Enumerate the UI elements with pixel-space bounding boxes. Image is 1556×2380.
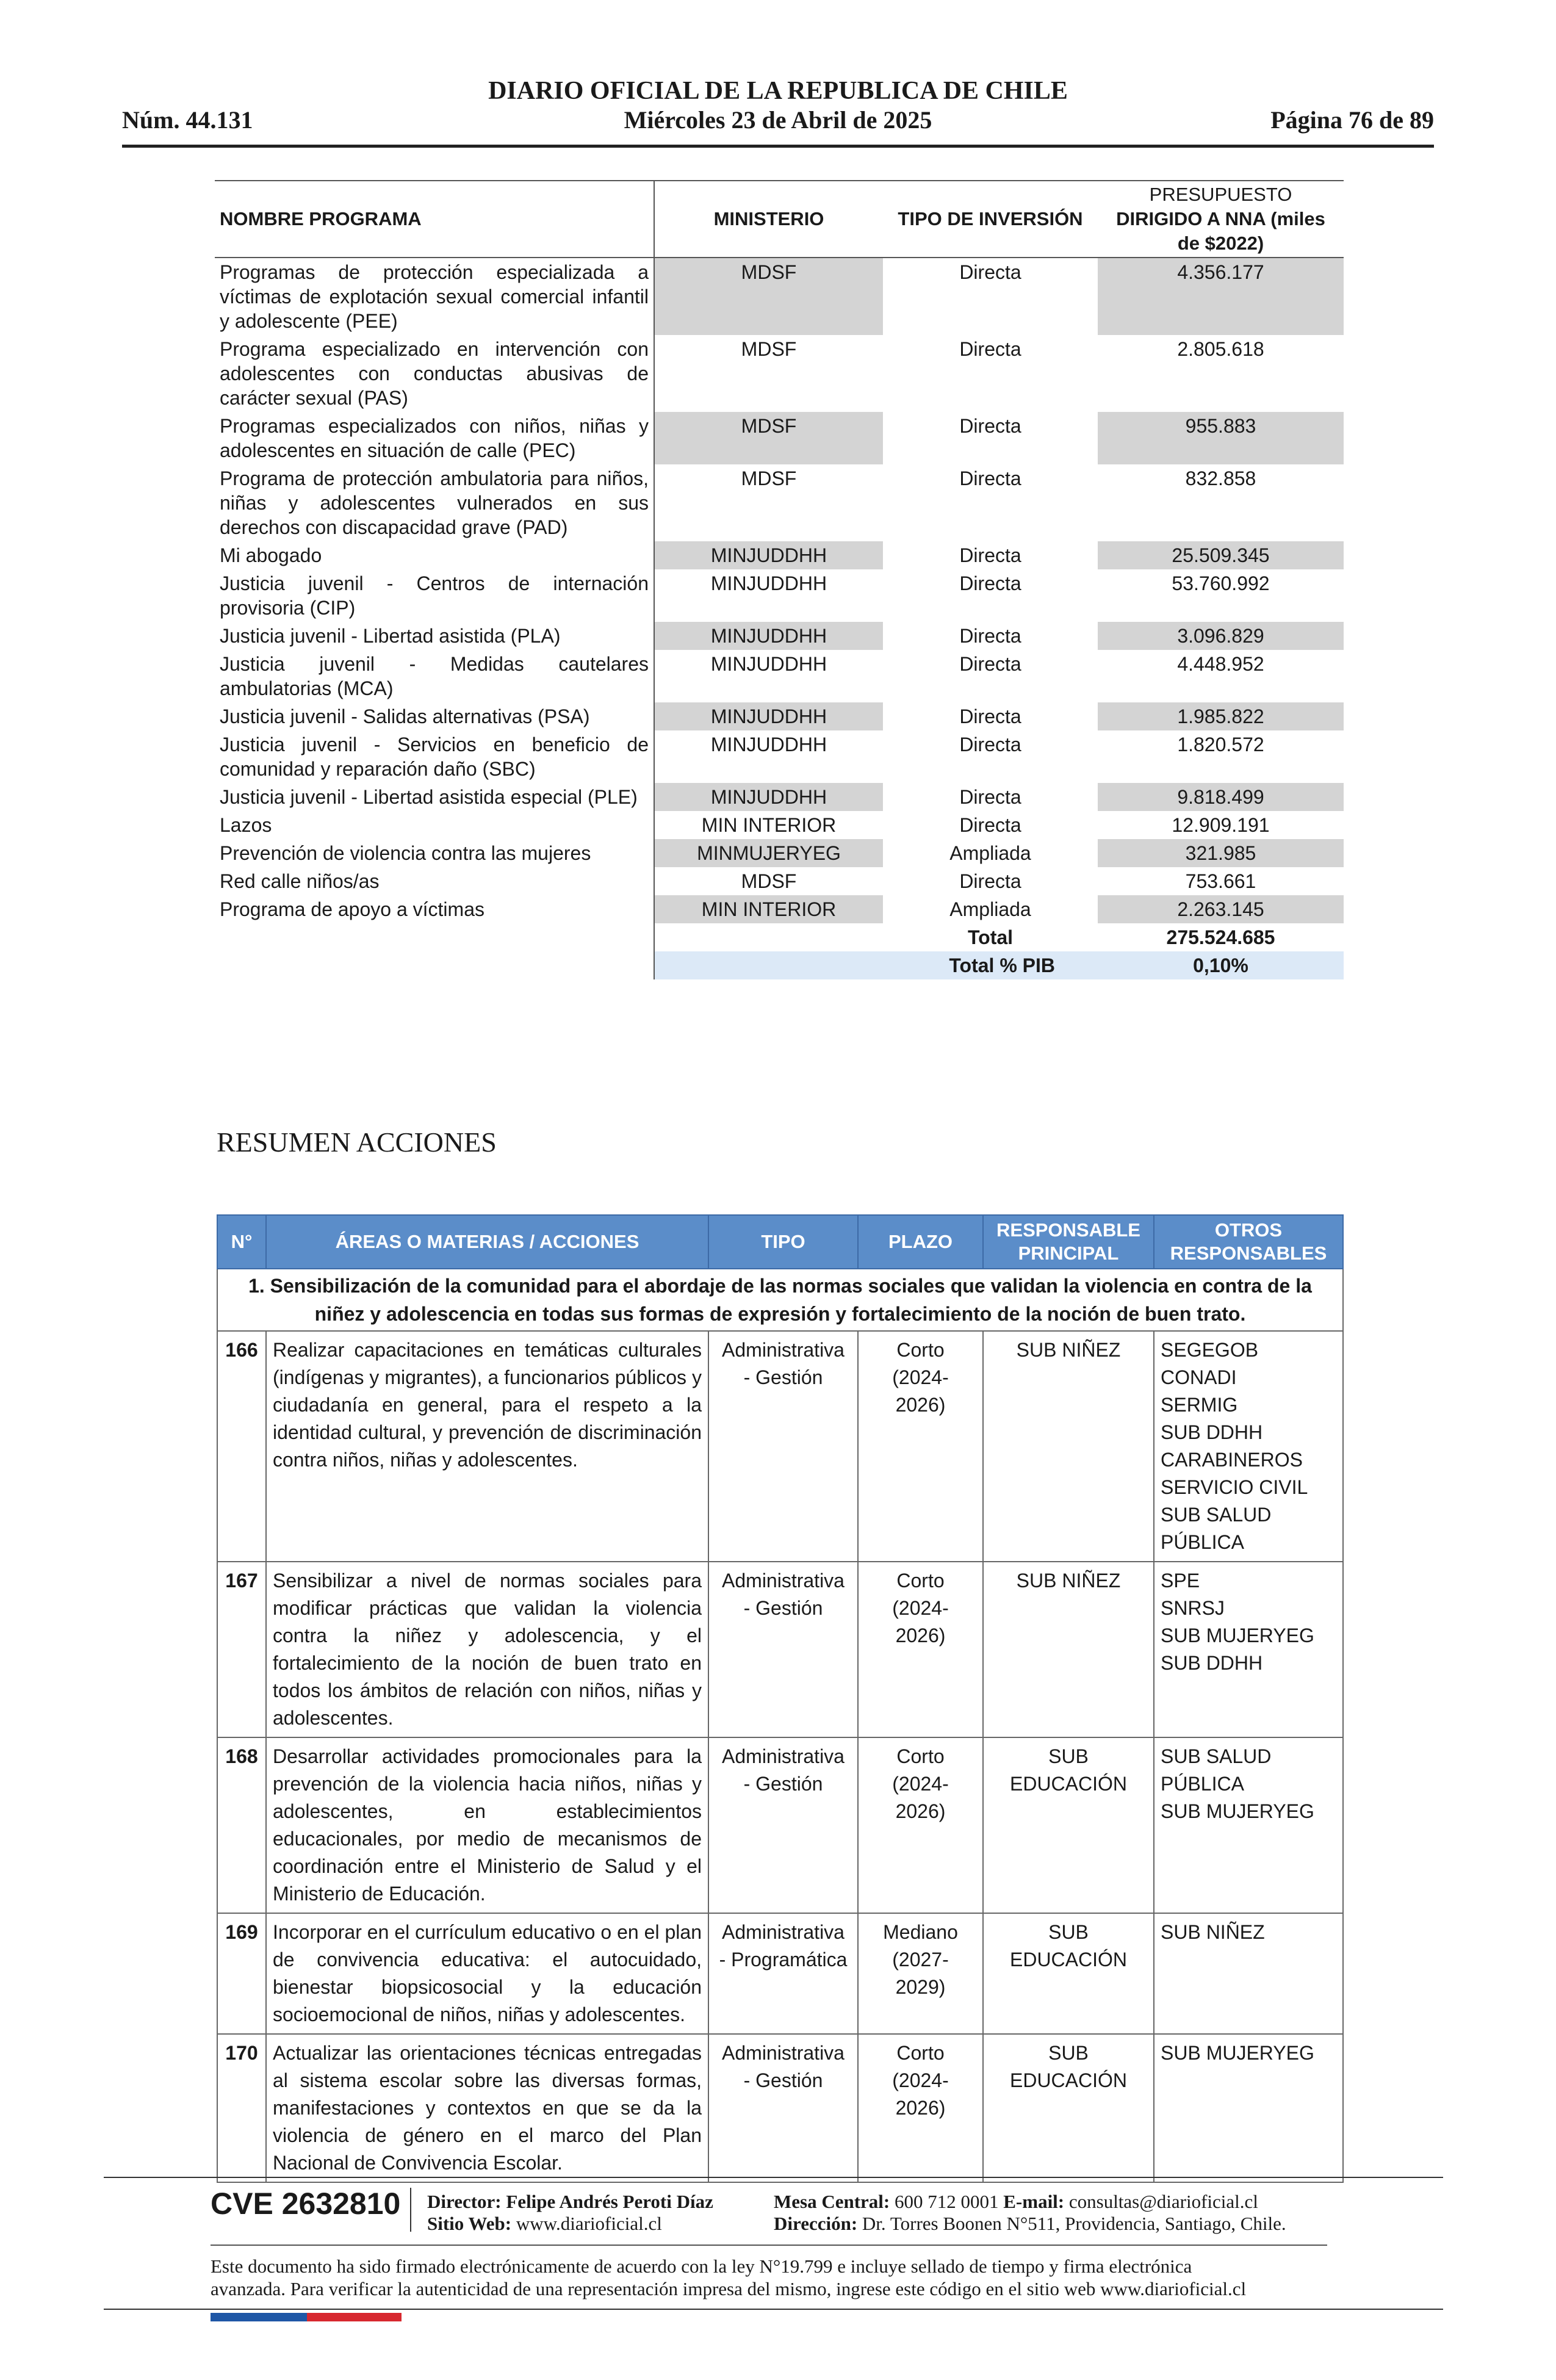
budget-row [215, 783, 1344, 811]
col-budget-line1: PRESUPUESTO [1149, 184, 1292, 205]
action-type-line2: - Gestión [743, 2069, 823, 2091]
action-description: Incorporar en el currículum educativo o en el plan de convivencia educativa: el autocuidado, bienestar biopsicosocial y la educación socioemocional de niños, niñas y adolescentes. [266, 1913, 708, 2034]
flag-stripe-blue [211, 2313, 307, 2321]
email-label: E-mail: [1003, 2191, 1065, 2212]
director-label: Director: [427, 2191, 502, 2212]
site-label: Sitio Web: [427, 2213, 512, 2234]
email-link[interactable]: consultas@diarioficial.cl [1068, 2191, 1258, 2212]
action-main-responsible [983, 1737, 1154, 1913]
col-investment-type: TIPO DE INVERSIÓN [898, 208, 1083, 229]
investment-type-cell: Directa [959, 705, 1021, 727]
other-responsible-item: SEGEGOB [1161, 1339, 1259, 1361]
director-line [427, 2191, 713, 2213]
main-responsible-line1: SUB [1048, 1921, 1089, 1943]
other-responsible-item: CARABINEROS [1161, 1449, 1303, 1471]
action-description: Sensibilizar a nivel de normas sociales para modificar prácticas que validan la violencia contra la niñez y adolescencia, y el fortalecimiento de la noción de buen trato en todos los ámbitos de relación con niños, niñas y adolescentes. [266, 1562, 708, 1737]
action-term-line1: Corto [896, 2042, 945, 2064]
action-term-line1: Corto [896, 1570, 945, 1592]
mesa-label: Mesa Central: [774, 2191, 890, 2212]
investment-type-cell: Directa [959, 653, 1021, 675]
budget-amount-cell: 4.448.952 [1177, 653, 1264, 675]
investment-type-cell: Directa [959, 261, 1021, 283]
footer-director-block [427, 2191, 713, 2235]
action-main-responsible [983, 1331, 1154, 1562]
action-type-line1: Administrativa [722, 1921, 845, 1943]
actions-header-row [217, 1215, 1343, 1269]
director-name: Felipe Andrés Peroti Díaz [506, 2191, 713, 2212]
footer-divider [104, 2177, 1443, 2178]
issue-number: Núm. 44.131 [122, 106, 253, 134]
other-responsible-item: SUB SALUD [1161, 1504, 1272, 1526]
action-term [858, 2034, 983, 2182]
investment-type-cell: Ampliada [949, 842, 1031, 864]
ministry-cell: MINMUJERYEG [654, 839, 883, 867]
action-type-line2: - Programática [719, 1949, 848, 1971]
investment-type-cell: Directa [959, 814, 1021, 836]
footer-contact-block [774, 2191, 1286, 2235]
col-responsable-line1: RESPONSABLE [996, 1219, 1140, 1241]
budget-row [215, 650, 1344, 702]
site-link[interactable]: www.diarioficial.cl [516, 2213, 662, 2234]
ministry-cell: MINJUDDHH [654, 622, 883, 650]
pib-spacer [215, 951, 654, 979]
legal-line-2: avanzada. Para verificar la autenticidad de una representación impresa del mismo, ingrese este código en el sitio web www.diarioficial.cl [211, 2278, 1247, 2299]
col-otros-line1: OTROS [1214, 1219, 1283, 1241]
budget-row [215, 895, 1344, 923]
investment-type-cell: Directa [959, 544, 1021, 566]
action-term-line2: (2024- [892, 1597, 949, 1619]
action-term [858, 1331, 983, 1562]
action-term-line1: Corto [896, 1339, 945, 1361]
other-responsible-item: SUB DDHH [1161, 1421, 1263, 1443]
ministry-cell: MIN INTERIOR [701, 814, 837, 836]
budget-amount-cell: 1.985.822 [1098, 702, 1344, 730]
legal-notice [211, 2255, 1333, 2300]
budget-amount-cell: 832.858 [1185, 467, 1256, 489]
col-tipo: TIPO [708, 1215, 858, 1269]
col-budget-line2: DIRIGIDO A NNA (miles [1116, 208, 1325, 229]
action-description: Actualizar las orientaciones técnicas entregadas al sistema escolar sobre las diversas formas, manifestaciones y contextos en que se da la violencia de género en el marco del Plan Nacional de Convivencia Escolar. [266, 2034, 708, 2182]
budget-amount-cell: 9.818.499 [1098, 783, 1344, 811]
program-name-cell: Justicia juvenil - Servicios en beneficio de comunidad y reparación daño (SBC) [215, 730, 654, 783]
action-row [217, 1562, 1343, 1737]
action-number: 168 [217, 1737, 266, 1913]
program-name-cell: Justicia juvenil - Medidas cautelares ambulatorias (MCA) [215, 650, 654, 702]
pib-label-text: Total % PIB [949, 954, 1055, 976]
investment-type-cell: Directa [959, 625, 1021, 647]
other-responsible-item: PÚBLICA [1161, 1531, 1244, 1553]
other-responsible-item: SUB MUJERYEG [1161, 2042, 1314, 2064]
action-row [217, 1737, 1343, 1913]
action-type [708, 1331, 858, 1562]
program-name-cell: Lazos [215, 811, 654, 839]
newspaper-title: DIARIO OFICIAL DE LA REPUBLICA DE CHILE [488, 77, 1068, 105]
address-value: Dr. Torres Boonen N°511, Providencia, Santiago, Chile. [862, 2213, 1286, 2234]
main-responsible-line1: SUB [1048, 2042, 1089, 2064]
col-ministry: MINISTERIO [713, 208, 824, 229]
budget-table [215, 180, 1344, 979]
action-term-line2: (2024- [892, 2069, 949, 2091]
budget-body [215, 258, 1344, 923]
action-main-responsible [983, 1562, 1154, 1737]
address-label: Dirección: [774, 2213, 858, 2234]
budget-row [215, 541, 1344, 569]
investment-type-cell: Directa [959, 572, 1021, 594]
action-term-line2: (2024- [892, 1773, 949, 1795]
action-other-responsibles [1154, 1913, 1343, 2034]
ministry-cell: MINJUDDHH [710, 572, 827, 594]
budget-row [215, 811, 1344, 839]
action-term [858, 1737, 983, 1913]
program-name-cell: Justicia juvenil - Salidas alternativas (PSA) [215, 702, 654, 730]
budget-row [215, 569, 1344, 622]
action-other-responsibles [1154, 1562, 1343, 1737]
action-type [708, 1737, 858, 1913]
program-name-cell: Red calle niños/as [215, 867, 654, 895]
action-term-line1: Corto [896, 1745, 945, 1767]
program-name-cell: Justicia juvenil - Libertad asistida especial (PLE) [215, 783, 654, 811]
other-responsible-item: SUB MUJERYEG [1161, 1625, 1314, 1646]
col-num: N° [217, 1215, 266, 1269]
investment-type-cell: Directa [959, 734, 1021, 755]
budget-amount-cell: 53.760.992 [1172, 572, 1270, 594]
col-responsable-line2: PRINCIPAL [1018, 1242, 1119, 1264]
footer-separator [410, 2188, 411, 2232]
other-responsible-item: SERVICIO CIVIL [1161, 1476, 1308, 1498]
col-areas: ÁREAS O MATERIAS / ACCIONES [266, 1215, 708, 1269]
ministry-cell: MINJUDDHH [710, 653, 827, 675]
investment-type-cell: Directa [959, 467, 1021, 489]
budget-row [215, 412, 1344, 464]
section-row [217, 1269, 1343, 1331]
program-name-cell: Programas especializados con niños, niñas y adolescentes en situación de calle (PEC) [215, 412, 654, 464]
budget-row [215, 335, 1344, 412]
program-name-cell: Programa de protección ambulatoria para niños, niñas y adolescentes vulnerados en sus derechos con discapacidad grave (PAD) [215, 464, 654, 541]
action-term [858, 1562, 983, 1737]
page-header [122, 76, 1434, 148]
action-term-line1: Mediano [883, 1921, 958, 1943]
cve-code: CVE 2632810 [211, 2187, 401, 2221]
ministry-cell: MINJUDDHH [654, 702, 883, 730]
action-term-line3: 2029) [895, 1976, 946, 1998]
action-type [708, 1562, 858, 1737]
total-label: Total [967, 926, 1014, 948]
budget-total-row [215, 923, 1344, 951]
budget-amount-cell: 753.661 [1185, 870, 1256, 892]
action-row [217, 1913, 1343, 2034]
ministry-cell: MDSF [654, 258, 883, 335]
action-type [708, 1913, 858, 2034]
other-responsible-item: SUB MUJERYEG [1161, 1800, 1314, 1822]
action-type-line1: Administrativa [722, 1570, 845, 1592]
action-term-line2: (2027- [892, 1949, 949, 1971]
flag-stripe-red [307, 2313, 402, 2321]
budget-amount-cell: 12.909.191 [1172, 814, 1270, 836]
footer-divider-3 [104, 2309, 1443, 2310]
site-line [427, 2213, 713, 2235]
pib-label [654, 951, 1098, 979]
investment-type-cell: Directa [959, 415, 1021, 437]
budget-pib-row [215, 951, 1344, 979]
action-number: 169 [217, 1913, 266, 2034]
budget-amount-cell: 2.263.145 [1098, 895, 1344, 923]
total-spacer-2 [654, 923, 883, 951]
investment-type-cell: Directa [959, 338, 1021, 360]
budget-row [215, 464, 1344, 541]
issue-date: Miércoles 23 de Abril de 2025 [624, 106, 932, 134]
col-otros-line2: RESPONSABLES [1170, 1242, 1327, 1264]
program-name-cell: Prevención de violencia contra las mujeres [215, 839, 654, 867]
action-term-line3: 2026) [895, 1394, 946, 1416]
section-title: 1. Sensibilización de la comunidad para el abordaje de las normas sociales que validan la violencia en contra de la niñez y adolescencia en todas sus formas de expresión y fortalecimiento de la noción de buen trato. [217, 1269, 1343, 1331]
budget-amount-cell: 2.805.618 [1177, 338, 1264, 360]
ministry-cell: MDSF [741, 870, 797, 892]
col-program-name: NOMBRE PROGRAMA [215, 181, 654, 258]
action-other-responsibles [1154, 1737, 1343, 1913]
action-type-line1: Administrativa [722, 1745, 845, 1767]
action-description: Realizar capacitaciones en temáticas culturales (indígenas y migrantes), a funcionarios públicos y ciudadanía en general, para el respeto a la identidad cultural, y prevención de discriminación contra niños, niñas y adolescentes. [266, 1331, 708, 1562]
budget-row [215, 258, 1344, 335]
budget-amount-cell: 4.356.177 [1098, 258, 1344, 335]
action-row [217, 1331, 1343, 1562]
actions-table [217, 1214, 1344, 2183]
other-responsible-item: CONADI [1161, 1366, 1237, 1388]
action-other-responsibles [1154, 1331, 1343, 1562]
budget-amount-cell: 1.820.572 [1177, 734, 1264, 755]
investment-type-cell: Directa [959, 786, 1021, 808]
address-line [774, 2213, 1286, 2235]
main-responsible-line1: SUB [1048, 1745, 1089, 1767]
pib-value: 0,10% [1098, 951, 1344, 979]
main-responsible-line2: EDUCACIÓN [1009, 2069, 1127, 2091]
action-term [858, 1913, 983, 2034]
program-name-cell: Justicia juvenil - Centros de internación provisoria (CIP) [215, 569, 654, 622]
action-type-line1: Administrativa [722, 1339, 845, 1361]
main-responsible-line2: EDUCACIÓN [1009, 1773, 1127, 1795]
budget-row [215, 867, 1344, 895]
col-otros [1154, 1215, 1343, 1269]
action-term-line3: 2026) [895, 1800, 946, 1822]
main-responsible-line1: SUB NIÑEZ [1016, 1570, 1121, 1592]
action-term-line2: (2024- [892, 1366, 949, 1388]
other-responsible-item: SUB DDHH [1161, 1652, 1263, 1674]
action-row [217, 2034, 1343, 2182]
actions-body [217, 1269, 1343, 2182]
action-main-responsible [983, 2034, 1154, 2182]
budget-amount-cell: 321.985 [1098, 839, 1344, 867]
contact-line [774, 2191, 1286, 2213]
action-number: 167 [217, 1562, 266, 1737]
budget-row [215, 702, 1344, 730]
budget-amount-cell: 25.509.345 [1098, 541, 1344, 569]
col-responsable [983, 1215, 1154, 1269]
ministry-cell: MDSF [741, 467, 797, 489]
main-responsible-line1: SUB NIÑEZ [1016, 1339, 1121, 1361]
page-indicator: Página 76 de 89 [1270, 106, 1434, 134]
section-heading: RESUMEN ACCIONES [217, 1127, 497, 1158]
program-name-cell: Programas de protección especializada a víctimas de explotación sexual comercial infantil y adolescente (PEE) [215, 258, 654, 335]
budget-row [215, 730, 1344, 783]
action-number: 170 [217, 2034, 266, 2182]
action-number: 166 [217, 1331, 266, 1562]
action-type [708, 2034, 858, 2182]
program-name-cell: Programa especializado en intervención con adolescentes con conductas abusivas de carácter sexual (PAS) [215, 335, 654, 412]
action-main-responsible [983, 1913, 1154, 2034]
footer-divider-2 [211, 2245, 1327, 2246]
program-name-cell: Programa de apoyo a víctimas [215, 895, 654, 923]
action-type-line2: - Gestión [743, 1366, 823, 1388]
other-responsible-item: SNRSJ [1161, 1597, 1225, 1619]
main-responsible-line2: EDUCACIÓN [1009, 1949, 1127, 1971]
program-name-cell: Justicia juvenil - Libertad asistida (PLA) [215, 622, 654, 650]
col-plazo: PLAZO [858, 1215, 983, 1269]
ministry-cell: MINJUDDHH [710, 734, 827, 755]
ministry-cell: MINJUDDHH [654, 783, 883, 811]
action-type-line2: - Gestión [743, 1773, 823, 1795]
action-other-responsibles [1154, 2034, 1343, 2182]
action-type-line2: - Gestión [743, 1597, 823, 1619]
budget-row [215, 839, 1344, 867]
total-spacer [215, 923, 654, 951]
ministry-cell: MINJUDDHH [654, 541, 883, 569]
budget-header-row [215, 181, 1344, 258]
ministry-cell: MDSF [654, 412, 883, 464]
other-responsible-item: SPE [1161, 1570, 1200, 1592]
program-name-cell: Mi abogado [215, 541, 654, 569]
other-responsible-item: SUB SALUD [1161, 1745, 1272, 1767]
ministry-cell: MDSF [741, 338, 797, 360]
action-term-line3: 2026) [895, 1625, 946, 1646]
action-description: Desarrollar actividades promocionales para la prevención de la violencia hacia niños, niñas y adolescentes, en establecimientos educacionales, por medio de mecanismos de coordinación entre el Ministerio de Salud y el Ministerio de Educación. [266, 1737, 708, 1913]
col-budget-line3: de $2022) [1177, 233, 1264, 254]
other-responsible-item: PÚBLICA [1161, 1773, 1244, 1795]
other-responsible-item: SUB NIÑEZ [1161, 1921, 1265, 1943]
mesa-phone: 600 712 0001 [895, 2191, 999, 2212]
budget-amount-cell: 955.883 [1098, 412, 1344, 464]
investment-type-cell: Ampliada [949, 898, 1031, 920]
budget-row [215, 622, 1344, 650]
col-budget [1098, 181, 1344, 258]
ministry-cell: MIN INTERIOR [654, 895, 883, 923]
legal-line-1: Este documento ha sido firmado electrónicamente de acuerdo con la ley N°19.799 e incluye sellado de tiempo y firma electrónica [211, 2256, 1192, 2277]
action-term-line3: 2026) [895, 2097, 946, 2119]
total-value: 275.524.685 [1166, 926, 1275, 948]
action-type-line1: Administrativa [722, 2042, 845, 2064]
budget-amount-cell: 3.096.829 [1098, 622, 1344, 650]
investment-type-cell: Directa [959, 870, 1021, 892]
other-responsible-item: SERMIG [1161, 1394, 1238, 1416]
